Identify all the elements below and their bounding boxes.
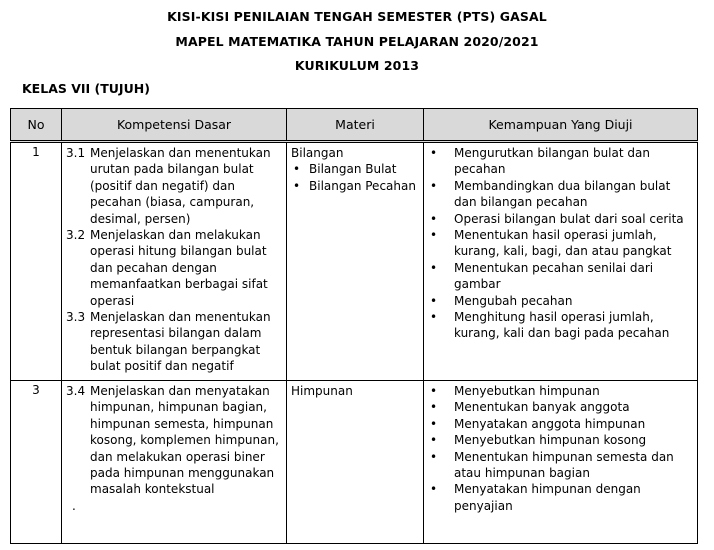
kd-item [66, 145, 282, 227]
col-header-materi: Materi [287, 109, 424, 142]
table-header-row [11, 109, 698, 142]
bullet-icon: • [430, 416, 438, 431]
table-row [11, 381, 698, 544]
doc-title-line1: KISI-KISI PENILAIAN TENGAH SEMESTER (PTS) GASAL [167, 9, 547, 24]
col-header-kompetensi: Kompetensi Dasar [62, 109, 287, 142]
list-item: • Menentukan pecahan senilai dari gambar [430, 260, 654, 292]
kd-text: Menjelaskan dan menyatakan himpunan, himpunan bagian, himpunan semesta, himpunan kosong, komplemen himpunan, dan melakukan operasi biner pada himpunan menggunakan masalah kontekstual [90, 384, 279, 497]
doc-title-line3: KURIKULUM 2013 [294, 58, 420, 73]
bullet-icon: • [430, 178, 438, 193]
kd-extra: . [72, 498, 76, 513]
bullet-icon: • [430, 433, 438, 448]
materi-title: Himpunan [291, 384, 353, 398]
kd-text: Menjelaskan dan menentukan urutan pada bilangan bulat (positif dan negatif) dan pecahan (biasa, campuran, desimal, persen) [90, 146, 271, 226]
bullet-icon: • [430, 482, 438, 497]
bullet-icon: • [430, 228, 438, 243]
list-item: • Menyatakan anggota himpunan [430, 416, 646, 431]
kd-text: Menjelaskan dan melakukan operasi hitung bilangan bulat dan pecahan dengan memanfaatkan berbagai sifat operasi [90, 228, 268, 308]
kemampuan-cell [424, 381, 698, 544]
bullet-icon: • [430, 384, 438, 398]
list-item: • Menentukan himpunan semesta dan atau himpunan bagian [430, 449, 674, 481]
kd-item [66, 227, 282, 309]
bullet-icon: • [430, 211, 438, 226]
kompetensi-cell [62, 142, 287, 381]
materi-title: Bilangan [291, 146, 344, 160]
materi-list [291, 161, 419, 194]
kompetensi-cell [62, 381, 287, 544]
kd-number: 3.1 [66, 146, 86, 160]
kd-text: Menjelaskan dan menentukan representasi bilangan dalam bentuk bilangan berpangkat bulat positif dan negatif [90, 310, 271, 374]
kemampuan-list [430, 145, 693, 342]
row-number: 1 [11, 142, 62, 381]
list-item: • Menyebutkan himpunan [430, 384, 600, 398]
kemampuan-cell [424, 142, 698, 381]
bullet-icon: • [293, 162, 301, 177]
list-item: • Mengubah pecahan [430, 293, 573, 308]
kd-number: 3.4 [66, 384, 86, 398]
list-item: • Bilangan Bulat [293, 162, 397, 177]
list-item: • Menentukan hasil operasi jumlah, kurang, kali, bagi, dan atau pangkat [430, 228, 672, 259]
kd-item [66, 383, 282, 498]
list-item: • Mengurutkan bilangan bulat dan pecahan [430, 146, 650, 177]
row-number: 3 [11, 381, 62, 544]
kd-item [66, 309, 282, 375]
doc-title-line2: MAPEL MATEMATIKA TAHUN PELAJARAN 2020/2021 [175, 34, 539, 49]
kisi-kisi-table [10, 108, 698, 544]
bullet-icon: • [430, 146, 438, 160]
col-header-kemampuan: Kemampuan Yang Diuji [424, 109, 698, 142]
list-item: • Menyebutkan himpunan kosong [430, 433, 647, 448]
kemampuan-list [430, 383, 693, 514]
list-item: • Menyatakan himpunan dengan penyajian [430, 482, 641, 513]
col-header-no: No [11, 109, 62, 142]
kd-number: 3.3 [66, 310, 86, 325]
table-row [11, 142, 698, 381]
bullet-icon: • [293, 178, 301, 193]
list-item: • Menentukan banyak anggota [430, 400, 630, 415]
materi-cell [287, 381, 424, 544]
list-item: • Operasi bilangan bulat dari soal cerita [430, 211, 684, 226]
list-item: • Membandingkan dua bilangan bulat dan bilangan pecahan [430, 178, 671, 210]
list-item: • Menghitung hasil operasi jumlah, kurang, kali dan bagi pada pecahan [430, 310, 670, 341]
materi-cell [287, 142, 424, 381]
bullet-icon: • [430, 310, 438, 325]
list-item: • Bilangan Pecahan [293, 178, 416, 193]
bullet-icon: • [430, 293, 438, 308]
kd-number: 3.2 [66, 228, 86, 243]
bullet-icon: • [430, 400, 438, 415]
bullet-icon: • [430, 260, 438, 275]
bullet-icon: • [430, 449, 438, 464]
kelas-heading: KELAS VII (TUJUH) [22, 81, 150, 96]
